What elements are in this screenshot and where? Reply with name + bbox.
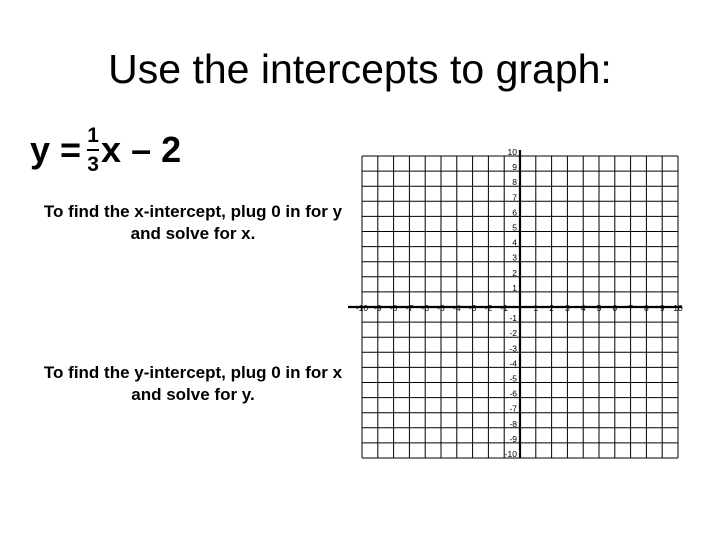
x-tick-label: -6 bbox=[421, 303, 429, 313]
x-tick-label: 9 bbox=[659, 303, 665, 313]
y-tick-label: -1 bbox=[509, 313, 517, 324]
x-intercept-instruction: To find the x-intercept, plug 0 in for y and solve for x. bbox=[43, 202, 343, 243]
x-tick-label: -8 bbox=[389, 303, 398, 313]
x-tick-label: -2 bbox=[484, 303, 493, 313]
y-tick-label: 6 bbox=[512, 207, 517, 218]
fraction-numerator: 1 bbox=[87, 124, 99, 147]
x-tick-label: 1 bbox=[533, 303, 539, 313]
equation-rhs: x – 2 bbox=[101, 129, 182, 170]
equation-lhs: y = bbox=[30, 129, 82, 170]
y-tick-label: -3 bbox=[509, 343, 517, 354]
y-tick-label: 1 bbox=[512, 282, 517, 293]
y-tick-label: 8 bbox=[512, 177, 517, 188]
y-tick-label: 9 bbox=[512, 162, 517, 173]
y-tick-label: -2 bbox=[509, 328, 517, 339]
fraction-denominator: 3 bbox=[87, 153, 99, 176]
y-tick-label: 4 bbox=[512, 237, 517, 248]
x-tick-label: 8 bbox=[644, 303, 649, 313]
x-tick-label: -1 bbox=[500, 303, 508, 313]
x-tick-label: 6 bbox=[612, 303, 618, 313]
x-tick-label: 7 bbox=[628, 303, 633, 313]
x-tick-label: 10 bbox=[673, 303, 683, 313]
x-tick-label: -7 bbox=[405, 303, 414, 313]
y-tick-label: 7 bbox=[512, 192, 517, 203]
x-tick-label: 5 bbox=[596, 303, 602, 313]
slide-title: Use the intercepts to graph: bbox=[108, 46, 612, 92]
y-tick-label: 10 bbox=[507, 147, 517, 157]
y-tick-label: -8 bbox=[509, 418, 517, 429]
x-tick-label: 3 bbox=[565, 303, 570, 313]
x-tick-label: -4 bbox=[453, 303, 461, 313]
y-intercept-instruction: To find the y-intercept, plug 0 in for x and solve for y. bbox=[43, 363, 343, 404]
y-tick-label: -7 bbox=[509, 403, 517, 414]
y-tick-label: 3 bbox=[512, 252, 517, 263]
y-tick-label: -4 bbox=[509, 358, 517, 369]
x-tick-label: 2 bbox=[549, 303, 554, 313]
y-tick-label: 5 bbox=[512, 222, 517, 233]
x-tick-label: 4 bbox=[580, 303, 586, 313]
y-tick-label: -5 bbox=[509, 373, 517, 384]
x-tick-label: -3 bbox=[468, 303, 477, 313]
y-tick-label: -6 bbox=[509, 388, 517, 399]
x-tick-label: -5 bbox=[437, 303, 445, 313]
x-tick-label: -10 bbox=[355, 303, 369, 313]
y-tick-label: -9 bbox=[509, 433, 517, 444]
y-tick-label: 2 bbox=[512, 267, 517, 278]
y-tick-label: -10 bbox=[504, 449, 517, 459]
x-tick-label: -9 bbox=[374, 303, 382, 313]
